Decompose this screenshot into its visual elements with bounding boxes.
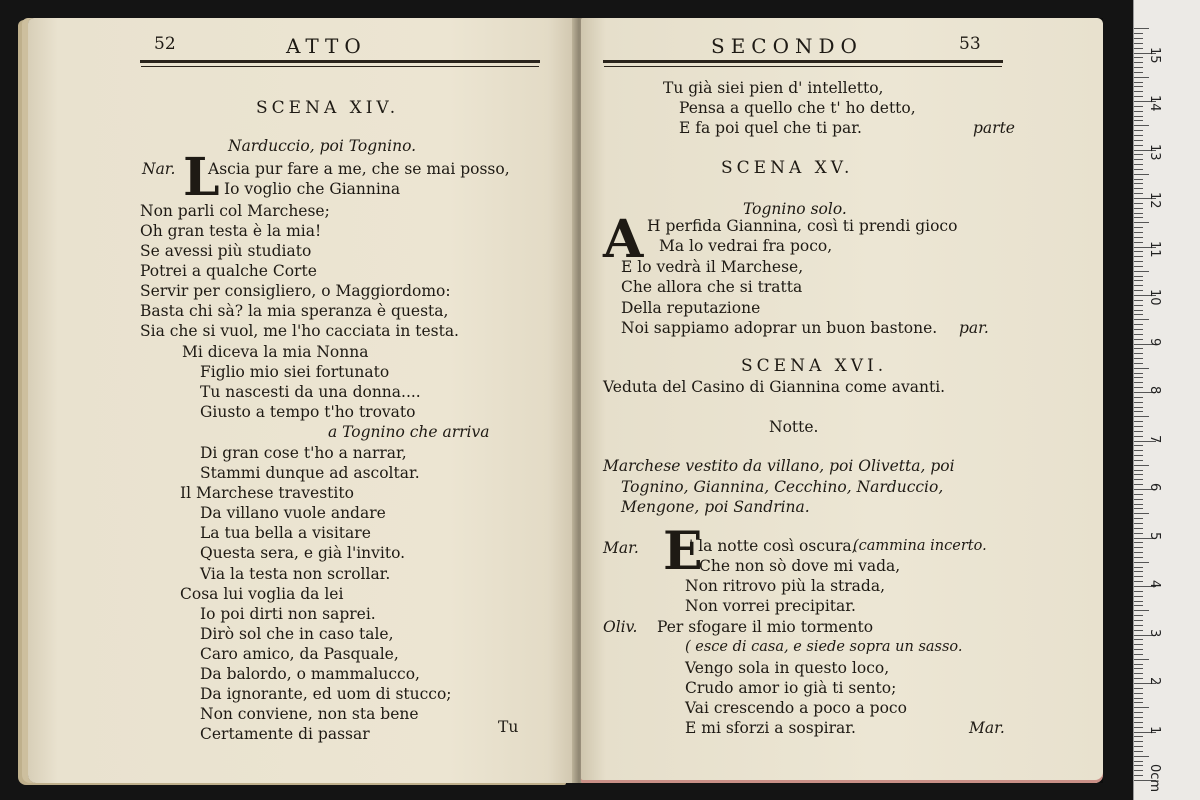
ruler-tick [1134, 154, 1143, 155]
ruler-tick [1134, 368, 1149, 369]
scene-title-14: SCENA XIV. [256, 98, 400, 118]
verse-line: Mi diceva la mia Nonna [182, 343, 369, 361]
scene-14-characters: Narduccio, poi Tognino. [228, 137, 417, 155]
ruler-tick [1134, 363, 1143, 364]
ruler-tick [1134, 712, 1143, 713]
ruler-tick [1134, 678, 1143, 679]
scene-15-characters: Tognino solo. [743, 200, 847, 218]
ruler-tick [1134, 445, 1143, 446]
right-catchword: Mar. [969, 719, 1005, 737]
ruler-tick [1134, 581, 1143, 582]
scene15-line-4: Che allora che si tratta [621, 278, 803, 296]
scene15-line-1: H perfida Giannina, così ti prendi gioco [647, 217, 958, 235]
scene15-end-note: par. [959, 319, 989, 337]
verse-line: La tua bella a visitare [200, 524, 371, 542]
stage-direction: a Tognino che arriva [328, 423, 490, 441]
ruler-tick [1134, 397, 1143, 398]
ruler-tick [1134, 232, 1143, 233]
ruler-tick [1134, 159, 1143, 160]
ruler-tick [1134, 552, 1143, 553]
ruler-tick [1134, 426, 1143, 427]
ruler-tick [1134, 256, 1143, 257]
mar-line-1: ' la notte così oscura, [689, 537, 857, 555]
ruler-tick [1134, 523, 1143, 524]
ruler-tick [1134, 402, 1143, 403]
exit-note: parte [973, 119, 1015, 137]
ruler-tick [1134, 222, 1149, 223]
ruler-tick [1134, 707, 1149, 708]
ruler-tick [1134, 736, 1143, 737]
ruler-tick [1134, 702, 1143, 703]
scene15-line-6: Noi sappiamo adoprar un buon bastone. [621, 319, 938, 337]
ruler-tick [1134, 120, 1143, 121]
scene-title-16: SCENA XVI. [741, 356, 888, 376]
ruler-tick [1134, 562, 1149, 563]
ruler-tick [1134, 591, 1143, 592]
ruler-tick [1134, 654, 1143, 655]
ruler-tick [1134, 450, 1143, 451]
verse-line: Io voglio che Giannina [224, 180, 401, 198]
ruler-tick [1134, 416, 1149, 417]
ruler-tick [1134, 533, 1143, 534]
drop-cap-l: L [183, 147, 220, 208]
ruler-tick [1134, 474, 1143, 475]
right-page [581, 18, 1103, 783]
oliv-stage-direction: ( esce di casa, e siede sopra un sasso. [685, 639, 963, 655]
verse-line: Da ignorante, ed uom di stucco; [200, 685, 452, 703]
ruler-tick [1134, 213, 1143, 214]
top-line-3: E fa poi quel che ti par. [679, 119, 862, 137]
ruler-tick [1134, 237, 1143, 238]
mar-line-4: Non vorrei precipitar. [685, 597, 856, 615]
ruler-tick [1134, 310, 1143, 311]
ruler-tick [1134, 751, 1143, 752]
ruler-tick [1134, 567, 1143, 568]
ruler-tick [1134, 242, 1143, 243]
ruler-number: 8 [1147, 386, 1162, 395]
ruler-tick [1134, 169, 1143, 170]
ruler-number: 15 [1147, 46, 1162, 64]
ruler-tick [1134, 334, 1143, 335]
ruler-tick [1134, 140, 1143, 141]
ruler-number: 0cm [1147, 764, 1162, 793]
ruler-tick [1134, 630, 1143, 631]
verse-line: Non conviene, non sta bene [200, 705, 419, 723]
ruler-tick [1134, 605, 1143, 606]
ruler-tick [1134, 251, 1143, 252]
ruler-tick [1134, 314, 1143, 315]
ruler-number: 1 [1147, 725, 1162, 734]
mar-stage-direction: (cammina incerto. [853, 538, 987, 554]
verse-line: Di gran cose t'ho a narrar, [200, 444, 407, 462]
drop-cap-a: A [603, 209, 644, 270]
ruler-tick [1134, 601, 1143, 602]
ruler-tick [1134, 111, 1143, 112]
ruler-tick [1134, 615, 1143, 616]
ruler-tick [1134, 28, 1149, 29]
ruler-tick [1134, 271, 1149, 272]
measurement-ruler [1133, 0, 1200, 800]
ruler-number: 6 [1147, 483, 1162, 492]
scene15-line-2: Ma lo vedrai fra poco, [659, 237, 833, 255]
verse-line: Ascia pur fare a me, che se mai posso, [208, 160, 510, 178]
ruler-tick [1134, 33, 1143, 34]
ruler-tick [1134, 57, 1143, 58]
ruler-tick [1134, 305, 1143, 306]
ruler-tick [1134, 542, 1143, 543]
ruler-tick [1134, 77, 1149, 78]
ruler-tick [1134, 436, 1143, 437]
verse-line: Se avessi più studiato [140, 242, 312, 260]
ruler-tick [1134, 479, 1143, 480]
ruler-number: 9 [1147, 337, 1162, 346]
ruler-tick [1134, 377, 1143, 378]
verse-line: Giusto a tempo t'ho trovato [200, 403, 416, 421]
ruler-tick [1134, 741, 1143, 742]
ruler-tick [1134, 499, 1143, 500]
ruler-tick [1134, 130, 1143, 131]
ruler-number: 7 [1147, 434, 1162, 443]
ruler-tick [1134, 576, 1143, 577]
ruler-tick [1134, 668, 1143, 669]
ruler-tick [1134, 329, 1143, 330]
scene16-characters-2: Tognino, Giannina, Cecchino, Narduccio, [621, 478, 944, 496]
ruler-tick [1134, 300, 1143, 301]
ruler-tick [1134, 261, 1143, 262]
scene15-line-5: Della reputazione [621, 299, 761, 317]
ruler-tick [1134, 164, 1143, 165]
mar-line-3: Non ritrovo più la strada, [685, 577, 885, 595]
ruler-tick [1134, 285, 1143, 286]
verse-line: Sia che si vuol, me l'ho cacciata in testa. [140, 322, 459, 340]
ruler-tick [1134, 266, 1143, 267]
ruler-tick [1134, 455, 1143, 456]
ruler-tick [1134, 135, 1143, 136]
scene16-characters-1: Marchese vestito da villano, poi Olivetta, poi [603, 457, 955, 475]
ruler-tick [1134, 610, 1149, 611]
ruler-tick [1134, 276, 1143, 277]
ruler-tick [1134, 82, 1143, 83]
right-running-head [581, 34, 1103, 60]
ruler-tick [1134, 72, 1143, 73]
ruler-tick [1134, 504, 1143, 505]
ruler-tick [1134, 761, 1143, 762]
ruler-tick [1134, 557, 1143, 558]
ruler-tick [1134, 673, 1143, 674]
ruler-tick [1134, 188, 1143, 189]
ruler-tick [1134, 348, 1143, 349]
verse-line: Oh gran testa è la mia! [140, 222, 322, 240]
scene16-characters-3: Mengone, poi Sandrina. [621, 498, 810, 516]
oliv-line-4: Vai crescendo a poco a poco [685, 699, 907, 717]
left-head-rule [140, 60, 540, 63]
ruler-tick [1134, 387, 1143, 388]
verse-line: Servir per consigliero, o Maggiordomo: [140, 282, 451, 300]
ruler-tick [1134, 319, 1149, 320]
ruler-tick [1134, 407, 1143, 408]
verse-line: Il Marchese travestito [180, 484, 354, 502]
oliv-line-3: Crudo amor io già ti sento; [685, 679, 897, 697]
ruler-tick [1134, 48, 1143, 49]
ruler-tick [1134, 460, 1143, 461]
ruler-tick [1134, 290, 1143, 291]
ruler-tick [1134, 547, 1143, 548]
mar-line-2: Che non sò dove mi vada, [699, 557, 901, 575]
ruler-tick [1134, 688, 1143, 689]
ruler-tick [1134, 431, 1143, 432]
speaker-narduccio: Nar. [142, 160, 176, 178]
ruler-tick [1134, 339, 1143, 340]
ruler-tick [1134, 470, 1143, 471]
ruler-tick [1134, 644, 1143, 645]
ruler-tick [1134, 91, 1143, 92]
ruler-tick [1134, 639, 1143, 640]
top-line-1: Tu già siei pien d' intelletto, [663, 79, 884, 97]
ruler-tick [1134, 508, 1143, 509]
ruler-tick [1134, 116, 1143, 117]
ruler-tick [1134, 183, 1143, 184]
ruler-tick [1134, 62, 1143, 63]
verse-line: Cosa lui voglia da lei [180, 585, 344, 603]
ruler-tick [1134, 518, 1143, 519]
verse-line: Certamente di passar [200, 725, 370, 743]
ruler-number: 2 [1147, 677, 1162, 686]
ruler-tick [1134, 765, 1143, 766]
verse-line: Figlio mio siei fortunato [200, 363, 390, 381]
speaker-marchese: Mar. [603, 539, 639, 557]
verse-line: Via la testa non scrollar. [200, 565, 391, 583]
ruler-number: 3 [1147, 628, 1162, 637]
ruler-number: 4 [1147, 580, 1162, 589]
oliv-line-1: Per sfogare il mio tormento [657, 618, 874, 636]
verse-line: Questa sera, e già l'invito. [200, 544, 406, 562]
verse-line: Non parli col Marchese; [140, 202, 330, 220]
ruler-tick [1134, 571, 1143, 572]
ruler-tick [1134, 38, 1143, 39]
ruler-tick [1134, 596, 1143, 597]
right-head-rule [603, 60, 1003, 63]
left-page [28, 18, 576, 783]
ruler-tick [1134, 770, 1143, 771]
ruler-tick [1134, 664, 1143, 665]
speaker-olivetta: Oliv. [603, 618, 638, 636]
verse-line: Potrei a qualche Corte [140, 262, 317, 280]
ruler-tick [1134, 373, 1143, 374]
scene-title-15: SCENA XV. [721, 158, 854, 178]
drop-cap-e: E [663, 521, 703, 582]
ruler-tick [1134, 125, 1149, 126]
ruler-tick [1134, 727, 1143, 728]
ruler-tick [1134, 145, 1143, 146]
ruler-tick [1134, 528, 1143, 529]
ruler-number: 5 [1147, 531, 1162, 540]
ruler-number: 14 [1147, 95, 1162, 112]
ruler-tick [1134, 746, 1143, 747]
ruler-tick [1134, 96, 1143, 97]
verse-line: Da balordo, o mammalucco, [200, 665, 420, 683]
oliv-line-2: Vengo sola in questo loco, [685, 659, 890, 677]
verse-line: Io poi dirti non saprei. [200, 605, 376, 623]
ruler-tick [1134, 106, 1143, 107]
ruler-tick [1134, 620, 1143, 621]
ruler-tick [1134, 382, 1143, 383]
verse-line: Tu nascesti da una donna.... [200, 383, 421, 401]
scene-16-time: Notte. [769, 418, 819, 436]
oliv-line-5: E mi sforzi a sospirar. [685, 719, 856, 737]
ruler-tick [1134, 353, 1143, 354]
ruler-tick [1134, 203, 1143, 204]
ruler-tick [1134, 227, 1143, 228]
open-book [28, 18, 1103, 783]
ruler-tick [1134, 411, 1143, 412]
ruler-number: 10 [1147, 289, 1162, 306]
ruler-tick [1134, 513, 1149, 514]
ruler-tick [1134, 494, 1143, 495]
ruler-tick [1134, 193, 1143, 194]
ruler-number: 13 [1147, 143, 1162, 161]
ruler-tick [1134, 280, 1143, 281]
ruler-number: 12 [1147, 192, 1162, 209]
ruler-tick [1134, 174, 1149, 175]
left-page-number: 52 [154, 34, 176, 54]
ruler-tick [1134, 179, 1143, 180]
ruler-tick [1134, 465, 1149, 466]
left-catchword: Tu [498, 718, 519, 736]
ruler-tick [1134, 67, 1143, 68]
ruler-tick [1134, 484, 1143, 485]
ruler-tick [1134, 324, 1143, 325]
ruler-tick [1134, 775, 1143, 776]
verse-line: Caro amico, da Pasquale, [200, 645, 399, 663]
ruler-tick [1134, 358, 1143, 359]
right-page-number: 53 [959, 34, 981, 54]
ruler-tick [1134, 722, 1143, 723]
ruler-tick [1134, 43, 1143, 44]
ruler-tick [1134, 659, 1149, 660]
ruler-number: 11 [1147, 240, 1162, 258]
verse-line: Stammi dunque ad ascoltar. [200, 464, 420, 482]
left-head-title: ATTO [286, 34, 367, 58]
scene15-line-3: E lo vedrà il Marchese, [621, 258, 804, 276]
right-head-title: SECONDO [711, 34, 863, 58]
ruler-tick [1134, 756, 1149, 757]
ruler-tick [1134, 86, 1143, 87]
ruler-tick [1134, 217, 1143, 218]
ruler-tick [1134, 421, 1143, 422]
ruler-tick [1134, 625, 1143, 626]
scene-16-setting: Veduta del Casino di Giannina come avanti. [603, 378, 946, 396]
verse-line: Basta chi sà? la mia speranza è questa, [140, 302, 449, 320]
ruler-tick [1134, 693, 1143, 694]
ruler-tick [1134, 717, 1143, 718]
verse-line: Dirò sol che in caso tale, [200, 625, 394, 643]
top-line-2: Pensa a quello che t' ho detto, [679, 99, 916, 117]
ruler-tick [1134, 649, 1143, 650]
ruler-tick [1134, 208, 1143, 209]
left-running-head [28, 34, 576, 60]
ruler-tick [1134, 698, 1143, 699]
verse-line: Da villano vuole andare [200, 504, 386, 522]
